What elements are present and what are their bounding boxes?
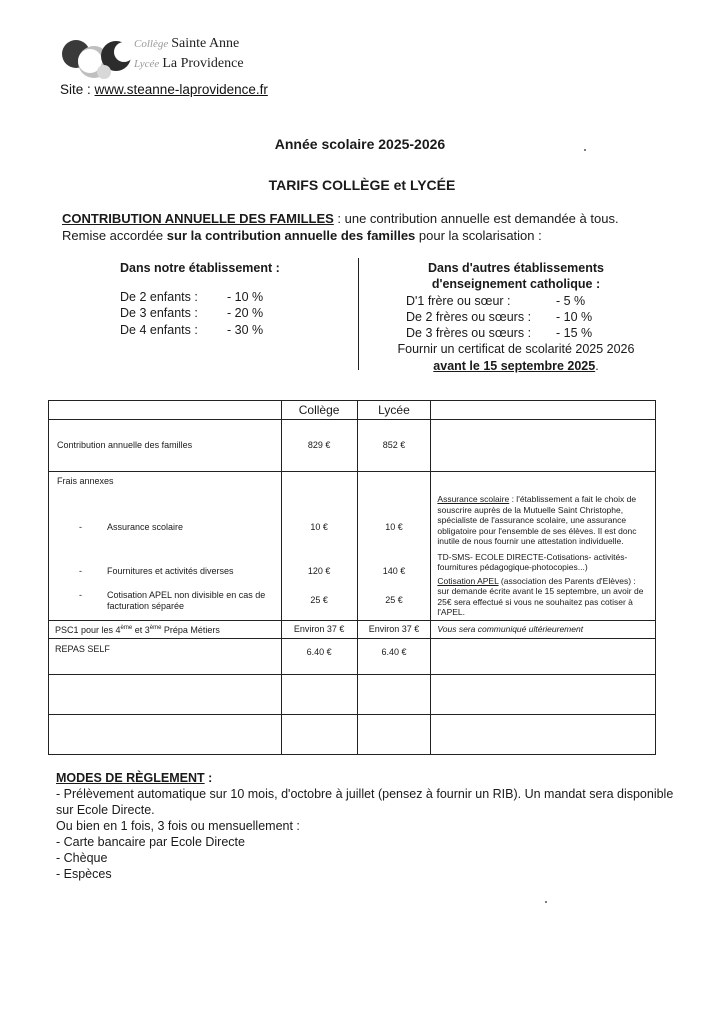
brand-college-prefix: Collège <box>134 38 169 50</box>
repas-label: REPAS SELF <box>49 638 282 674</box>
fournitures-note: TD-SMS- ECOLE DIRECTE-Cotisations- activités-fournitures pédagogique-photocopies...) <box>437 551 628 572</box>
contribution-heading: CONTRIBUTION ANNUELLE DES FAMILLES <box>62 211 334 226</box>
apel-lycee: 25 € <box>385 595 403 605</box>
repas-college: 6.40 € <box>281 638 357 674</box>
frais-label: Frais annexes <box>57 476 114 486</box>
column-divider <box>358 258 359 370</box>
row-label: Contribution annuelle des familles <box>49 420 282 472</box>
deadline-line: avant le 15 septembre 2025. <box>433 358 599 373</box>
discount-row: De 2 enfants : - 10 % <box>120 289 264 304</box>
college-value: 829 € <box>281 420 357 472</box>
payment-line: - Carte bancaire par Ecole Directe <box>56 835 245 849</box>
tarifs-table <box>48 400 656 755</box>
psc1-note: Vous sera communiqué ultérieurement <box>431 620 656 638</box>
frais-college-cell <box>281 472 357 621</box>
brand-college-name: Sainte Anne <box>171 36 240 51</box>
header-cell-notes <box>431 401 656 420</box>
internal-discounts-heading: Dans notre établissement : <box>120 261 280 275</box>
brand-lycee-prefix: Lycée <box>134 58 160 70</box>
discount-row: De 4 enfants : - 30 % <box>120 322 264 337</box>
psc1-label: PSC1 pour les 4ème et 3ème Prépa Métiers <box>49 620 282 638</box>
lycee-value: 852 € <box>357 420 431 472</box>
internal-discounts <box>120 260 280 338</box>
assurance-note: Assurance scolaire : l'établissement a fait le choix de souscrire auprès de la Mutuelle Saint Christophe, spécialiste de l'assurance scolaire, une assurance obligatoire pour l'ensemble de ses élèves. Il est donc inutile de nous fournir une attestation individuelle. <box>437 494 637 546</box>
table-row <box>49 638 656 674</box>
deadline-text: avant le 15 septembre 2025 <box>433 358 596 373</box>
discount-row: De 3 enfants : - 20 % <box>120 306 264 320</box>
psc1-lycee: Environ 37 € <box>357 620 431 638</box>
payment-methods <box>56 770 676 882</box>
payment-line: Ou bien en 1 fois, 3 fois ou mensuellement : <box>56 819 300 833</box>
fournitures-item: - Fournitures et activités diverses <box>79 566 234 576</box>
tarifs-title: TARIFS COLLÈGE et LYCÉE <box>268 177 456 193</box>
school-brand <box>134 34 244 74</box>
scan-speck <box>545 901 547 903</box>
repas-lycee: 6.40 € <box>357 638 431 674</box>
external-discounts-heading-2: d'enseignement catholique : <box>431 277 601 292</box>
header-cell-empty <box>49 401 282 420</box>
table-row-empty <box>49 714 656 754</box>
assurance-lycee: 10 € <box>385 522 403 532</box>
apel-item: - Cotisation APEL non divisible en cas de facturation séparée <box>79 590 266 611</box>
frais-lycee-cell <box>357 472 431 621</box>
fournitures-lycee: 140 € <box>382 566 406 576</box>
certificate-note: Fournir un certificat de scolarité 2025 2026 <box>397 342 635 357</box>
table-row <box>49 420 656 472</box>
scan-speck <box>584 149 586 151</box>
payment-line: - Espèces <box>56 867 112 881</box>
payment-line: - Chèque <box>56 851 108 865</box>
contribution-intro: CONTRIBUTION ANNUELLE DES FAMILLES : une contribution annuelle est demandée à tous. Remise accordée sur la contribution annuelle des familles pour la scolarisation : <box>62 211 619 243</box>
table-header-row <box>49 401 656 420</box>
site-label: Site : <box>60 82 91 97</box>
discount-row: De 2 frères ou sœurs : - 10 % <box>406 309 593 324</box>
payment-line: - Prélèvement automatique sur 10 mois, d'octobre à juillet (pensez à fournir un RIB). Un mandat sera disponible sur Ecole Directe. <box>56 787 674 817</box>
table-row <box>49 620 656 638</box>
apel-note: Cotisation APEL (association des Parents d'Elèves) : sur demande écrite avant le 15 septembre, un avoir de 25€ sera effectué si vous ne souhaitez pas cotiser à l'APEL. <box>437 575 644 617</box>
discount-row: De 3 frères ou sœurs : - 15 % <box>406 326 593 341</box>
school-year-title: Année scolaire 2025-2026 <box>274 136 446 152</box>
fournitures-college: 120 € <box>307 566 331 576</box>
table-row <box>49 472 656 621</box>
header-cell-college: Collège <box>281 401 357 420</box>
row-note <box>431 420 656 472</box>
site-link[interactable]: www.steanne-laprovidence.fr <box>94 82 268 97</box>
payment-methods-heading-line: MODES DE RÈGLEMENT : <box>56 771 213 785</box>
payment-methods-heading: MODES DE RÈGLEMENT <box>56 771 205 785</box>
external-discounts <box>396 260 636 374</box>
brand-lycee-name: La Providence <box>162 56 244 71</box>
psc1-college: Environ 37 € <box>281 620 357 638</box>
apel-college: 25 € <box>310 595 328 605</box>
header-cell-lycee: Lycée <box>357 401 431 420</box>
repas-note <box>431 638 656 674</box>
frais-notes-cell <box>431 472 656 621</box>
assurance-college: 10 € <box>310 522 328 532</box>
frais-cell <box>49 472 282 621</box>
discount-row: D'1 frère ou sœur : - 5 % <box>406 293 586 308</box>
table-row-empty <box>49 674 656 714</box>
assurance-item: - Assurance scolaire <box>79 522 184 532</box>
site-line <box>60 82 268 97</box>
school-logo-icon <box>60 32 138 82</box>
external-discounts-heading-1: Dans d'autres établissements <box>428 261 604 275</box>
